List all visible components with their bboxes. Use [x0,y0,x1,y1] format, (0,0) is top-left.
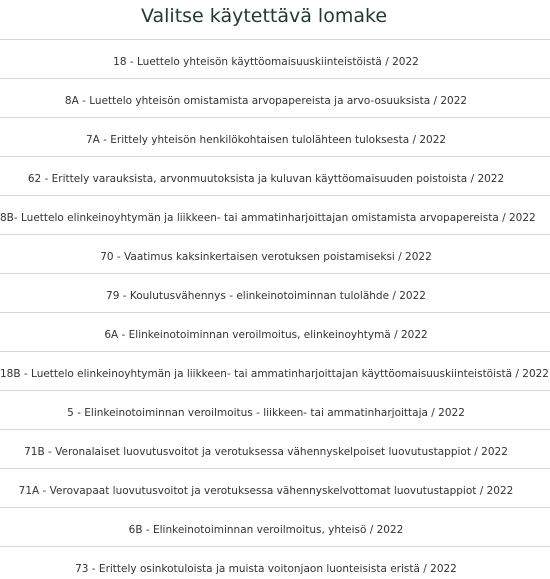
form-option-label: 71A - Verovapaat luovutusvoitot ja verotuksessa vähennyskelvottomat luovutustappiot / 2022 [18,485,514,497]
form-option-62[interactable] [0,156,550,195]
form-option-label: 6B - Elinkeinotoiminnan veroilmoitus, yhteisö / 2022 [128,524,404,536]
form-option-label: 18B - Luettelo elinkeinoyhtymän ja liikkeen- tai ammatinharjoittajan käyttöomaisuuskiinteistöistä / 2022 [0,368,549,380]
form-option-label: 62 - Erittely varauksista, arvonmuutoksista ja kuluvan käyttöomaisuuden poistoista / 2022 [27,173,505,185]
form-option-70[interactable] [0,234,550,273]
form-option-label: 73 - Erittely osinkotuloista ja muista voitonjaon luonteisista eristä / 2022 [75,563,457,575]
form-option-8a[interactable] [0,78,550,117]
form-option-18[interactable] [0,39,550,78]
form-option-6a[interactable] [0,312,550,351]
form-option-label: 5 - Elinkeinotoiminnan veroilmoitus - liikkeen- tai ammatinharjoittaja / 2022 [67,407,465,419]
form-option-79[interactable] [0,273,550,312]
form-option-label: 71B - Veronalaiset luovutusvoitot ja verotuksessa vähennyskelpoiset luovutustappiot / 2022 [24,446,508,458]
form-option-label: 6A - Elinkeinotoiminnan veroilmoitus, elinkeinoyhtymä / 2022 [104,329,428,341]
page-title: Valitse käytettävä lomake [140,5,388,27]
form-option-73[interactable] [0,546,550,579]
form-option-label: 8B- Luettelo elinkeinoyhtymän ja liikkeen- tai ammatinharjoittajan omistamista arvopapereista / 2022 [0,212,536,224]
form-option-7a[interactable] [0,117,550,156]
form-option-8b[interactable] [0,195,550,234]
form-option-label: 8A - Luettelo yhteisön omistamista arvopapereista ja arvo-osuuksista / 2022 [64,95,468,107]
form-option-label: 79 - Koulutusvähennys - elinkeinotoiminnan tulolähde / 2022 [106,290,426,302]
form-option-label: 70 - Vaatimus kaksinkertaisen verotuksen poistamiseksi / 2022 [100,251,432,263]
form-option-label: 18 - Luettelo yhteisön käyttöomaisuuskiinteistöistä / 2022 [113,56,419,68]
form-option-18b[interactable] [0,351,550,390]
form-option-label: 7A - Erittely yhteisön henkilökohtaisen tulolähteen tuloksesta / 2022 [85,134,447,146]
form-list [0,39,550,579]
form-option-5[interactable] [0,390,550,429]
form-option-6b[interactable] [0,507,550,546]
form-option-71a[interactable] [0,468,550,507]
form-option-71b[interactable] [0,429,550,468]
